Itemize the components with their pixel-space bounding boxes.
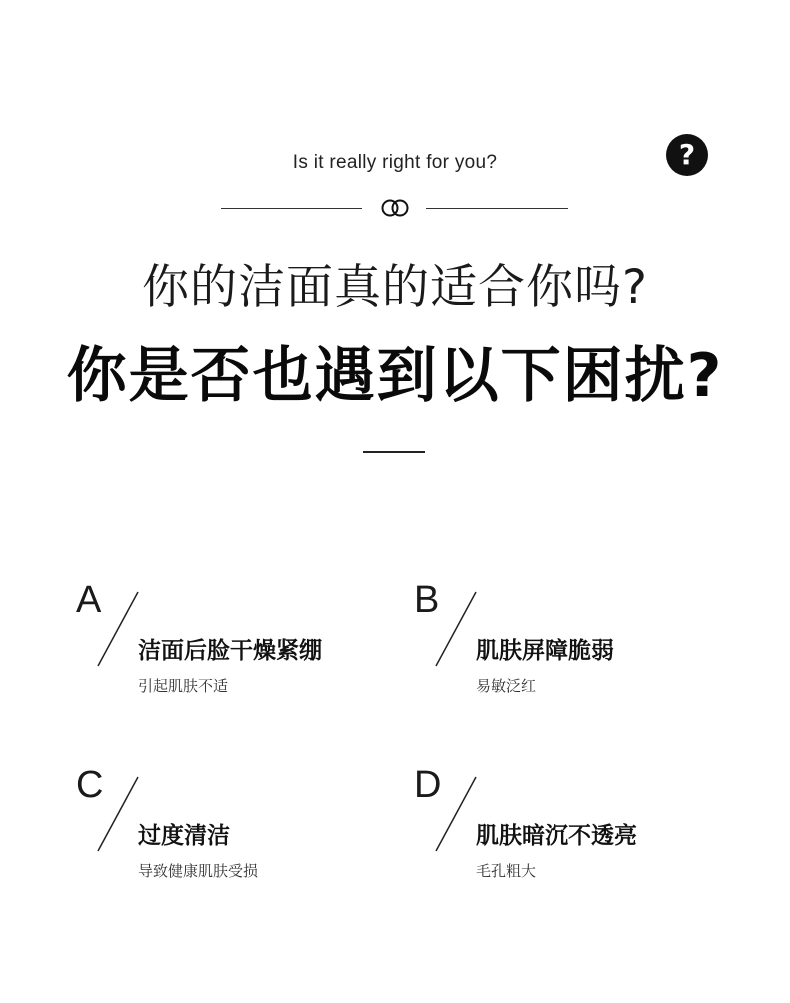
help-icon — [666, 134, 708, 176]
item-desc: 导致健康肌肤受损 — [138, 862, 259, 880]
item-desc: 引起肌肤不适 — [138, 677, 229, 695]
item-title: 肌肤暗沉不透亮 — [476, 823, 637, 849]
english-subtitle: Is it really right for you? — [292, 152, 498, 173]
headline-question: 你的洁面真的适合你吗? — [142, 260, 648, 315]
item-desc: 易敏泛红 — [476, 677, 537, 695]
help-glyph: ? — [678, 138, 696, 171]
divider-left — [221, 208, 362, 209]
item-desc: 毛孔粗大 — [476, 862, 537, 880]
concern-item-c — [76, 765, 416, 895]
slash-icon — [432, 775, 480, 855]
slash-icon — [94, 590, 142, 670]
concern-item-a — [76, 580, 416, 710]
section-underline — [363, 451, 425, 453]
item-letter: C — [76, 764, 104, 806]
item-letter: A — [76, 579, 102, 621]
interlocking-rings-icon — [379, 198, 411, 218]
slash-icon — [432, 590, 480, 670]
slash-icon — [94, 775, 142, 855]
divider-right — [426, 208, 568, 209]
item-title: 肌肤屏障脆弱 — [476, 638, 614, 664]
concern-item-b — [414, 580, 754, 710]
item-letter: D — [414, 764, 442, 806]
item-letter: B — [414, 579, 440, 621]
item-title: 洁面后脸干燥紧绷 — [138, 638, 322, 664]
item-title: 过度清洁 — [138, 823, 230, 849]
concern-item-d — [414, 765, 754, 895]
headline-main: 你是否也遇到以下困扰? — [66, 341, 724, 411]
